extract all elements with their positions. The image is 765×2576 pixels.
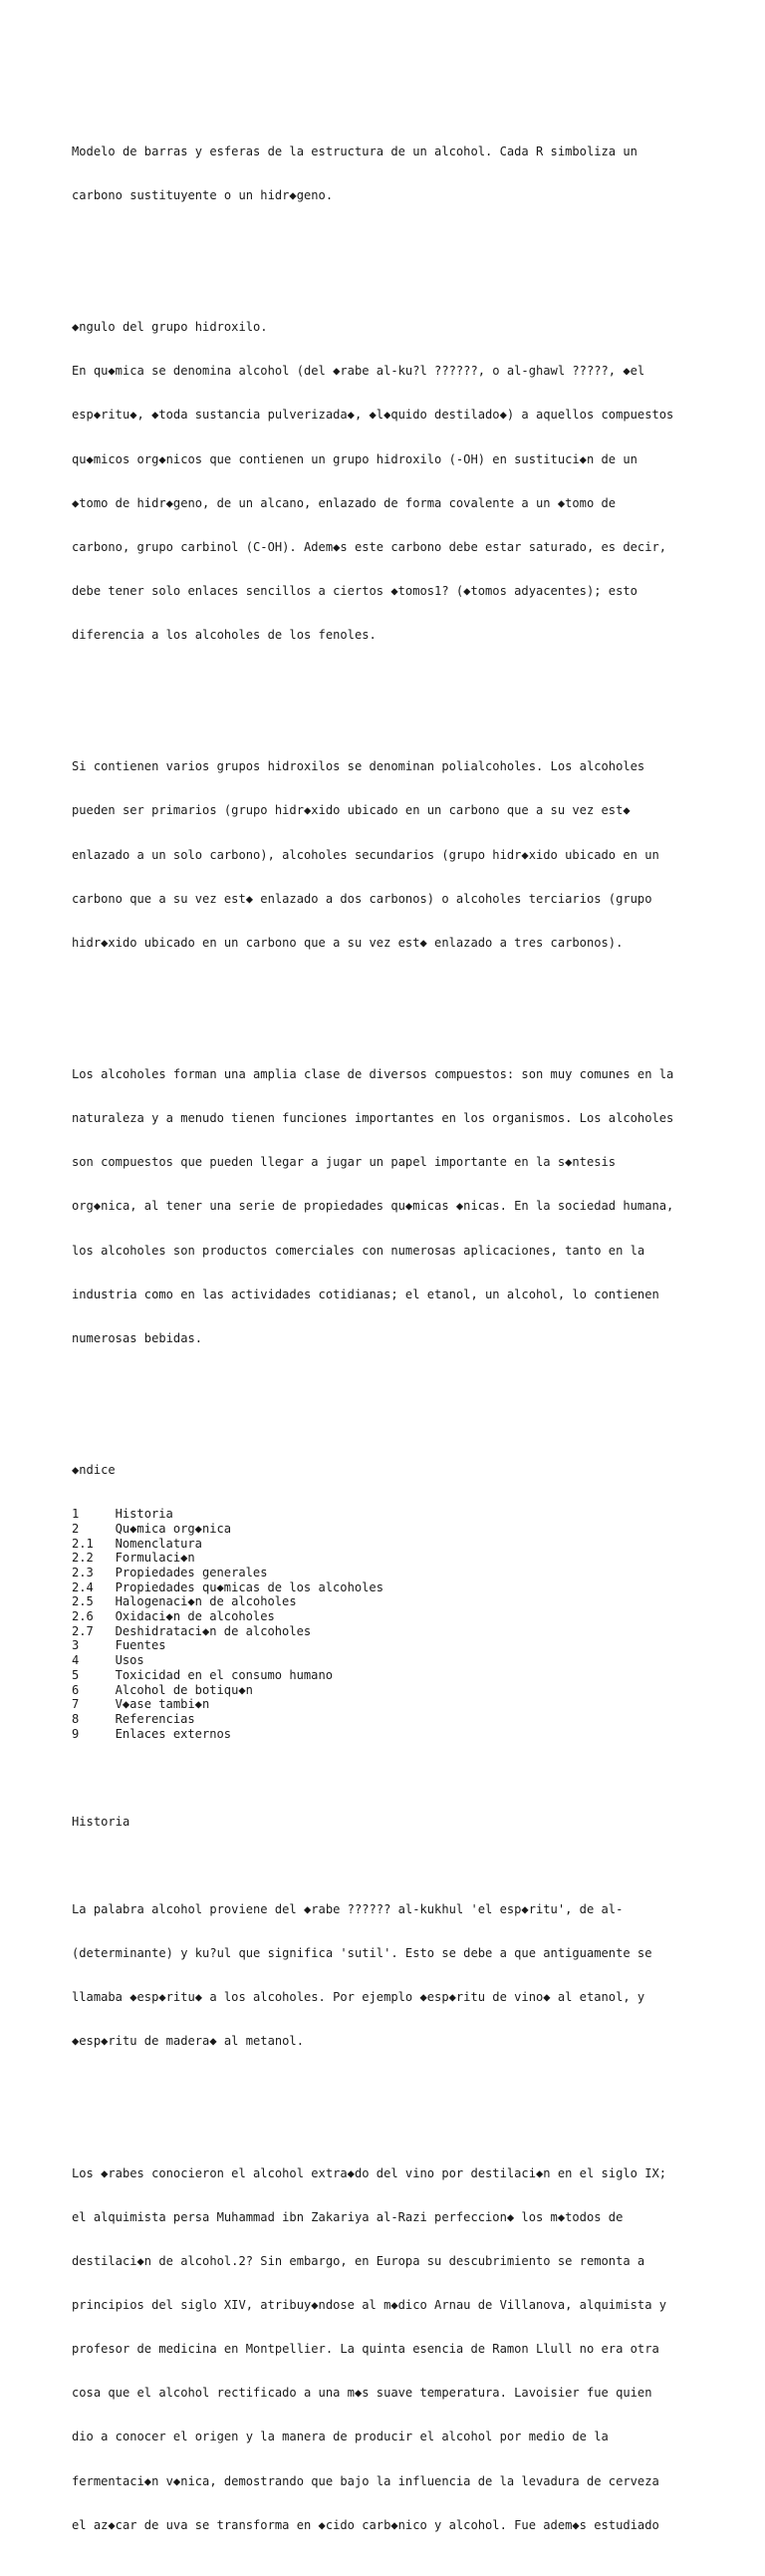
toc-item xyxy=(72,1594,729,1609)
text-line: cosa que el alcohol rectificado a una m◆s suave temperatura. Lavoisier fue quien xyxy=(72,2386,652,2401)
text-line: principios del siglo XIV, atribuy◆ndose al m◆dico Arnau de Villanova, alquimista y xyxy=(72,2298,667,2313)
toc-item-label: Propiedades generales xyxy=(115,1565,268,1579)
text-line: carbono que a su vez est◆ enlazado a dos carbonos) o alcoholes terciarios (grupo xyxy=(72,891,652,906)
text-line: pueden ser primarios (grupo hidr◆xido ubicado en un carbono que a su vez est◆ xyxy=(72,803,631,818)
toc-item-number: 8 xyxy=(72,1711,80,1726)
toc-item xyxy=(72,1638,729,1653)
toc-item xyxy=(72,1507,729,1522)
toc-item-number: 2.7 xyxy=(72,1623,94,1638)
text-line: son compuestos que pueden llegar a jugar un papel importante en la s◆ntesis xyxy=(72,1155,617,1170)
toc-item xyxy=(72,1727,729,1742)
toc-item xyxy=(72,1522,729,1537)
text-line: fermentaci◆n v◆nica, demostrando que bajo la influencia de la levadura de cerveza xyxy=(72,2473,659,2488)
toc-item xyxy=(72,1609,729,1624)
history-heading: Historia xyxy=(72,1814,130,1829)
text-line: dio a conocer el origen y la manera de producir el alcohol por medio de la xyxy=(72,2430,609,2444)
toc-item-number: 2.4 xyxy=(72,1579,94,1594)
toc-title: ◆ndice xyxy=(72,1463,116,1478)
toc-item-label: Fuentes xyxy=(115,1638,166,1653)
text-line: ◆esp◆ritu de madera◆ al metanol. xyxy=(72,2034,304,2049)
toc-item-number: 9 xyxy=(72,1726,80,1741)
toc-item-label: V◆ase tambi◆n xyxy=(115,1697,210,1712)
text-line: La palabra alcohol proviene del ◆rabe ?????? al-kukhul 'el esp◆ritu', de al- xyxy=(72,1902,624,1917)
text-line: hidr◆xido ubicado en un carbono que a su vez est◆ enlazado a tres carbonos). xyxy=(72,935,624,950)
text-line: En qu◆mica se denomina alcohol (del ◆rabe al-ku?l ??????, o al-ghawl ?????, ◆el xyxy=(72,364,645,379)
toc-item-label: Enlaces externos xyxy=(115,1726,232,1741)
text-line: carbono sustituyente o un hidr◆geno. xyxy=(72,187,334,202)
toc-item-number: 7 xyxy=(72,1697,80,1712)
history-paragraph xyxy=(72,1873,729,2079)
text-line: enlazado a un solo carbono), alcoholes secundarios (grupo hidr◆xido ubicado en un xyxy=(72,847,659,862)
toc-item-number: 1 xyxy=(72,1507,80,1522)
toc-item xyxy=(72,1537,729,1552)
toc-item-number: 2 xyxy=(72,1521,80,1536)
text-line: numerosas bebidas. xyxy=(72,1330,203,1345)
table-of-contents xyxy=(72,1434,729,1771)
toc-item xyxy=(72,1712,729,1727)
text-line: Si contienen varios grupos hidroxilos se denominan polialcoholes. Los alcoholes xyxy=(72,759,645,774)
polyalcohol-paragraph xyxy=(72,730,729,980)
toc-item-label: Qu◆mica org◆nica xyxy=(115,1521,232,1536)
toc-item xyxy=(72,1580,729,1595)
toc-item xyxy=(72,1551,729,1566)
text-line: org◆nica, al tener una serie de propiedades qu◆micas ◆nicas. En la sociedad humana, xyxy=(72,1199,674,1214)
toc-item-number: 5 xyxy=(72,1667,80,1682)
document-page xyxy=(72,86,729,2576)
toc-item-label: Halogenaci◆n de alcoholes xyxy=(115,1594,297,1609)
toc-item-label: Toxicidad en el consumo humano xyxy=(115,1667,334,1682)
text-line: Los alcoholes forman una amplia clase de diversos compuestos: son muy comunes en la xyxy=(72,1067,674,1082)
toc-item xyxy=(72,1566,729,1580)
text-line: carbono, grupo carbinol (C-OH). Adem◆s este carbono debe estar saturado, es decir, xyxy=(72,539,667,554)
toc-item xyxy=(72,1624,729,1639)
toc-item-number: 2.5 xyxy=(72,1594,94,1609)
text-line: Los ◆rabes conocieron el alcohol extra◆do del vino por destilaci◆n en el siglo IX; xyxy=(72,2165,667,2180)
toc-item-label: Formulaci◆n xyxy=(115,1551,195,1566)
text-line: esp◆ritu◆, ◆toda sustancia pulverizada◆, ◆l◆quido destilado◆) a aquellos compuestos xyxy=(72,408,674,423)
text-line: destilaci◆n de alcohol.2? Sin embargo, en Europa su descubrimiento se remonta a xyxy=(72,2253,645,2268)
classes-paragraph xyxy=(72,1038,729,1375)
toc-item-number: 2.6 xyxy=(72,1609,94,1624)
toc-item xyxy=(72,1697,729,1712)
text-line: diferencia a los alcoholes de los fenoles. xyxy=(72,628,377,642)
text-line: industria como en las actividades cotidianas; el etanol, un alcohol, lo contienen xyxy=(72,1287,659,1301)
text-line: ◆ngulo del grupo hidroxilo. xyxy=(72,320,268,335)
toc-list xyxy=(72,1507,729,1741)
text-line: qu◆micos org◆nicos que contienen un grupo hidroxilo (-OH) en sustituci◆n de un xyxy=(72,451,638,466)
toc-item-label: Propiedades qu◆micas de los alcoholes xyxy=(115,1579,383,1594)
text-line: debe tener solo enlaces sencillos a ciertos ◆tomos1? (◆tomos adyacentes); esto xyxy=(72,583,638,598)
toc-item-label: Historia xyxy=(115,1507,173,1522)
toc-item-number: 3 xyxy=(72,1638,80,1653)
text-line: naturaleza y a menudo tienen funciones importantes en los organismos. Los alcoholes xyxy=(72,1111,674,1126)
toc-item-label: Deshidrataci◆n de alcoholes xyxy=(115,1623,312,1638)
toc-item-number: 2.1 xyxy=(72,1536,94,1551)
intro-paragraph xyxy=(72,115,729,232)
toc-item-number: 4 xyxy=(72,1653,80,1668)
toc-item xyxy=(72,1653,729,1668)
toc-item-label: Referencias xyxy=(115,1711,195,1726)
toc-item-label: Nomenclatura xyxy=(115,1536,202,1551)
toc-item-number: 2.3 xyxy=(72,1565,94,1579)
toc-item-number: 6 xyxy=(72,1682,80,1697)
toc-item-label: Alcohol de botiqu◆n xyxy=(115,1682,253,1697)
text-line: Modelo de barras y esferas de la estructura de un alcohol. Cada R simboliza un xyxy=(72,143,638,158)
text-line: ◆tomo de hidr◆geno, de un alcano, enlazado de forma covalente a un ◆tomo de xyxy=(72,495,617,510)
toc-item-label: Oxidaci◆n de alcoholes xyxy=(115,1609,275,1624)
toc-item xyxy=(72,1668,729,1683)
text-line: profesor de medicina en Montpellier. La quinta esencia de Ramon Llull no era otra xyxy=(72,2342,659,2357)
toc-item-number: 2.2 xyxy=(72,1551,94,1566)
definition-paragraph xyxy=(72,291,729,672)
text-line: llamaba ◆esp◆ritu◆ a los alcoholes. Por ejemplo ◆esp◆ritu de vino◆ al etanol, y xyxy=(72,1990,645,2005)
text-line: (determinante) y ku?ul que significa 'sutil'. Esto se debe a que antiguamente se xyxy=(72,1946,652,1961)
toc-item-label: Usos xyxy=(115,1653,144,1668)
text-line: el az◆car de uva se transforma en ◆cido carb◆nico y alcohol. Fue adem◆s estudiado xyxy=(72,2517,659,2532)
arabs-paragraph xyxy=(72,2137,729,2561)
text-line: el alquimista persa Muhammad ibn Zakariya al-Razi perfeccion◆ los m◆todos de xyxy=(72,2209,624,2224)
toc-item xyxy=(72,1683,729,1698)
text-line: los alcoholes son productos comerciales con numerosas aplicaciones, tanto en la xyxy=(72,1243,645,1258)
